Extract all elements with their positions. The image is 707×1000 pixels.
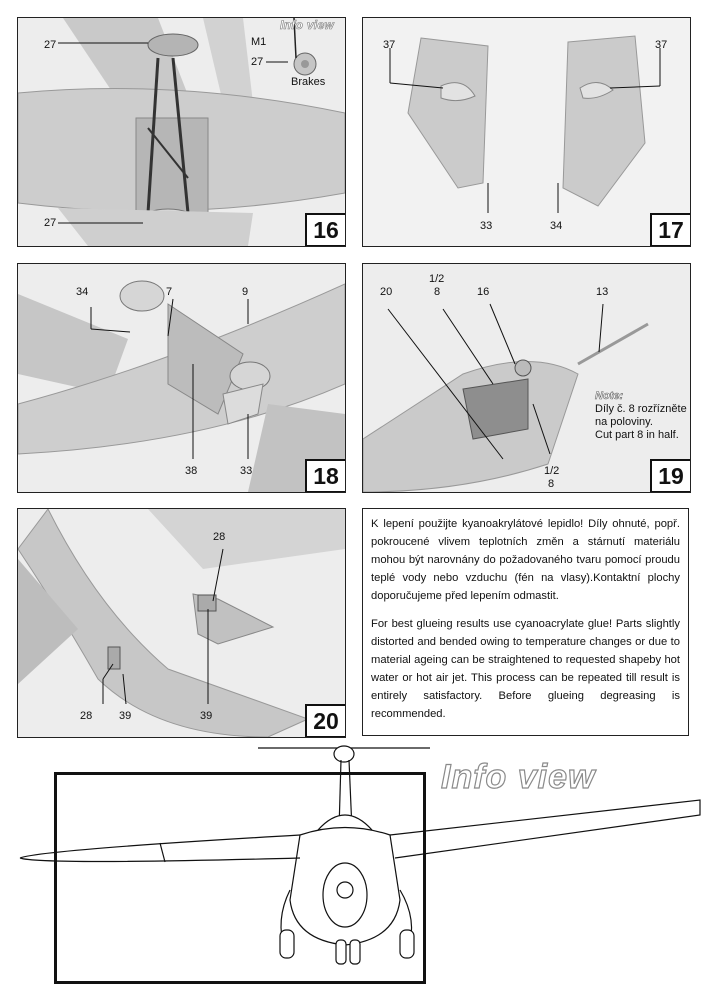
part-label: 13	[596, 286, 609, 298]
step-19-panel	[362, 263, 691, 493]
step-20-panel	[17, 508, 346, 738]
step-number: 17	[650, 213, 691, 247]
part-label: M1	[251, 36, 267, 48]
part-label: 28	[80, 710, 93, 722]
part-label: 1/2	[429, 273, 445, 285]
step-16-photo	[18, 18, 345, 246]
step-number: 16	[305, 213, 346, 247]
info-view-label: Info view	[280, 18, 335, 32]
part-label: 34	[76, 286, 89, 298]
part-label: 16	[477, 286, 490, 298]
part-label: 7	[166, 286, 173, 298]
note-title: Note:	[595, 390, 624, 402]
step-19-photo	[363, 264, 690, 492]
note-text-en: Cut part 8 in half.	[595, 429, 679, 441]
part-label: 34	[550, 220, 563, 232]
part-label: 38	[185, 465, 198, 477]
part-label: 39	[200, 710, 213, 722]
part-label: 8	[434, 286, 441, 298]
part-label: 20	[380, 286, 393, 298]
part-label: 39	[119, 710, 132, 722]
step-18-photo	[18, 264, 345, 492]
note-text-cz-2: na poloviny.	[595, 416, 653, 428]
info-view-title: Info view	[441, 758, 596, 796]
step-16-panel	[17, 17, 346, 247]
part-label: 37	[383, 39, 396, 51]
part-label: 27	[251, 56, 264, 68]
step-number: 19	[650, 459, 691, 493]
note-text-cz-1: Díly č. 8 rozřízněte	[595, 403, 687, 415]
part-label: 28	[213, 531, 226, 543]
part-label: 1/2	[544, 465, 560, 477]
part-label: 27	[44, 39, 57, 51]
step-17-photo	[363, 18, 690, 246]
part-label: 33	[480, 220, 493, 232]
part-label: Brakes	[291, 76, 326, 88]
aircraft-front-view-drawing	[0, 740, 707, 1000]
part-label: 27	[44, 217, 57, 229]
part-label: 37	[655, 39, 668, 51]
instructions-english: For best glueing results use cyanoacrylate glue! Parts slightly distorted and bended owing to temperature changes or due to material ageing can be straightened to requested shapeby hot water or hot air jet. This process can be repeated till result is entirely satisfactory. Before glueing degreasing is recommended.	[371, 618, 680, 720]
step-number: 20	[305, 704, 346, 738]
instructions-text	[362, 508, 689, 736]
instructions-czech: K lepení použijte kyanoakrylátové lepidlo! Díly ohnuté, popř. pokroucené vlivem teplotních změn a stárnutí materiálu mohou být narovnány do požadovaného tvaru pomocí proudu teplé vody nebo vzduchu (fén na vlasy).Kontaktní plochy doporučujeme před lepením odmastit.	[371, 518, 680, 602]
step-20-photo	[18, 509, 345, 737]
part-label: 9	[242, 286, 249, 298]
step-17-panel	[362, 17, 691, 247]
part-label: 33	[240, 465, 253, 477]
step-18-panel	[17, 263, 346, 493]
step-number: 18	[305, 459, 346, 493]
part-label: 8	[548, 478, 555, 490]
